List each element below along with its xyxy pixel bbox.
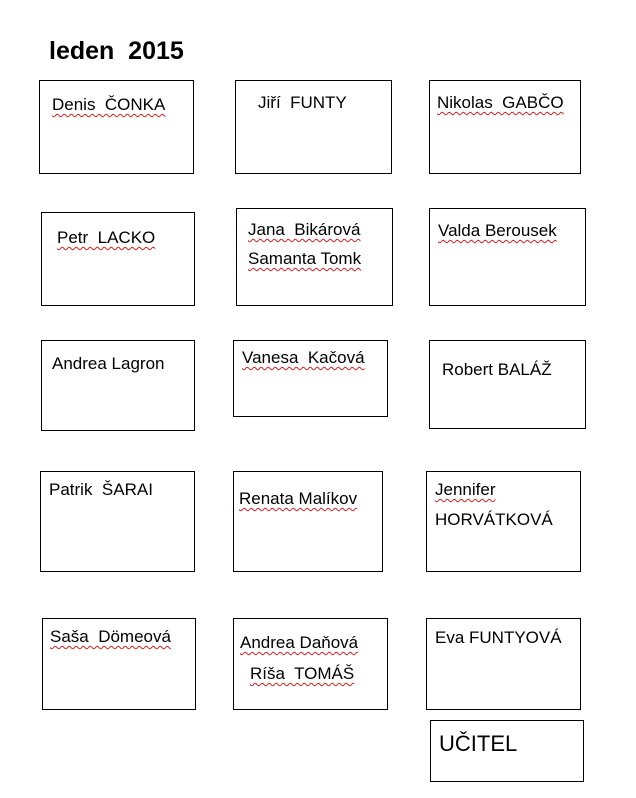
name-label: Saša Dömeová	[50, 627, 171, 646]
name-card	[429, 340, 586, 429]
name-label: Samanta Tomk	[248, 249, 362, 268]
name-label: Jana Bikárová	[248, 220, 361, 239]
name-label: Nikolas GABČO	[437, 93, 564, 112]
name-label: Renata Malíkov	[239, 489, 358, 508]
name-label: Jiří FUNTY	[258, 93, 347, 112]
name-label: Andrea Daňová	[240, 633, 359, 652]
name-label: Denis ČONKA	[52, 95, 166, 114]
name-label: Robert BALÁŽ	[442, 360, 552, 379]
teacher-label: UČITEL	[439, 731, 518, 756]
page-title: leden 2015	[49, 37, 184, 65]
name-label: Patrik ŠARAI	[49, 480, 153, 499]
name-label: Andrea Lagron	[52, 354, 165, 373]
name-label: Vanesa Kačová	[242, 348, 365, 367]
name-label: HORVÁTKOVÁ	[435, 510, 553, 529]
name-label: Eva FUNTYOVÁ	[435, 628, 562, 647]
name-label: Petr LACKO	[57, 228, 156, 247]
name-label: Ríša TOMÁŠ	[250, 664, 355, 683]
name-card	[233, 471, 383, 572]
name-label: Valda Berousek	[438, 221, 557, 240]
name-label: Jennifer	[435, 480, 496, 499]
